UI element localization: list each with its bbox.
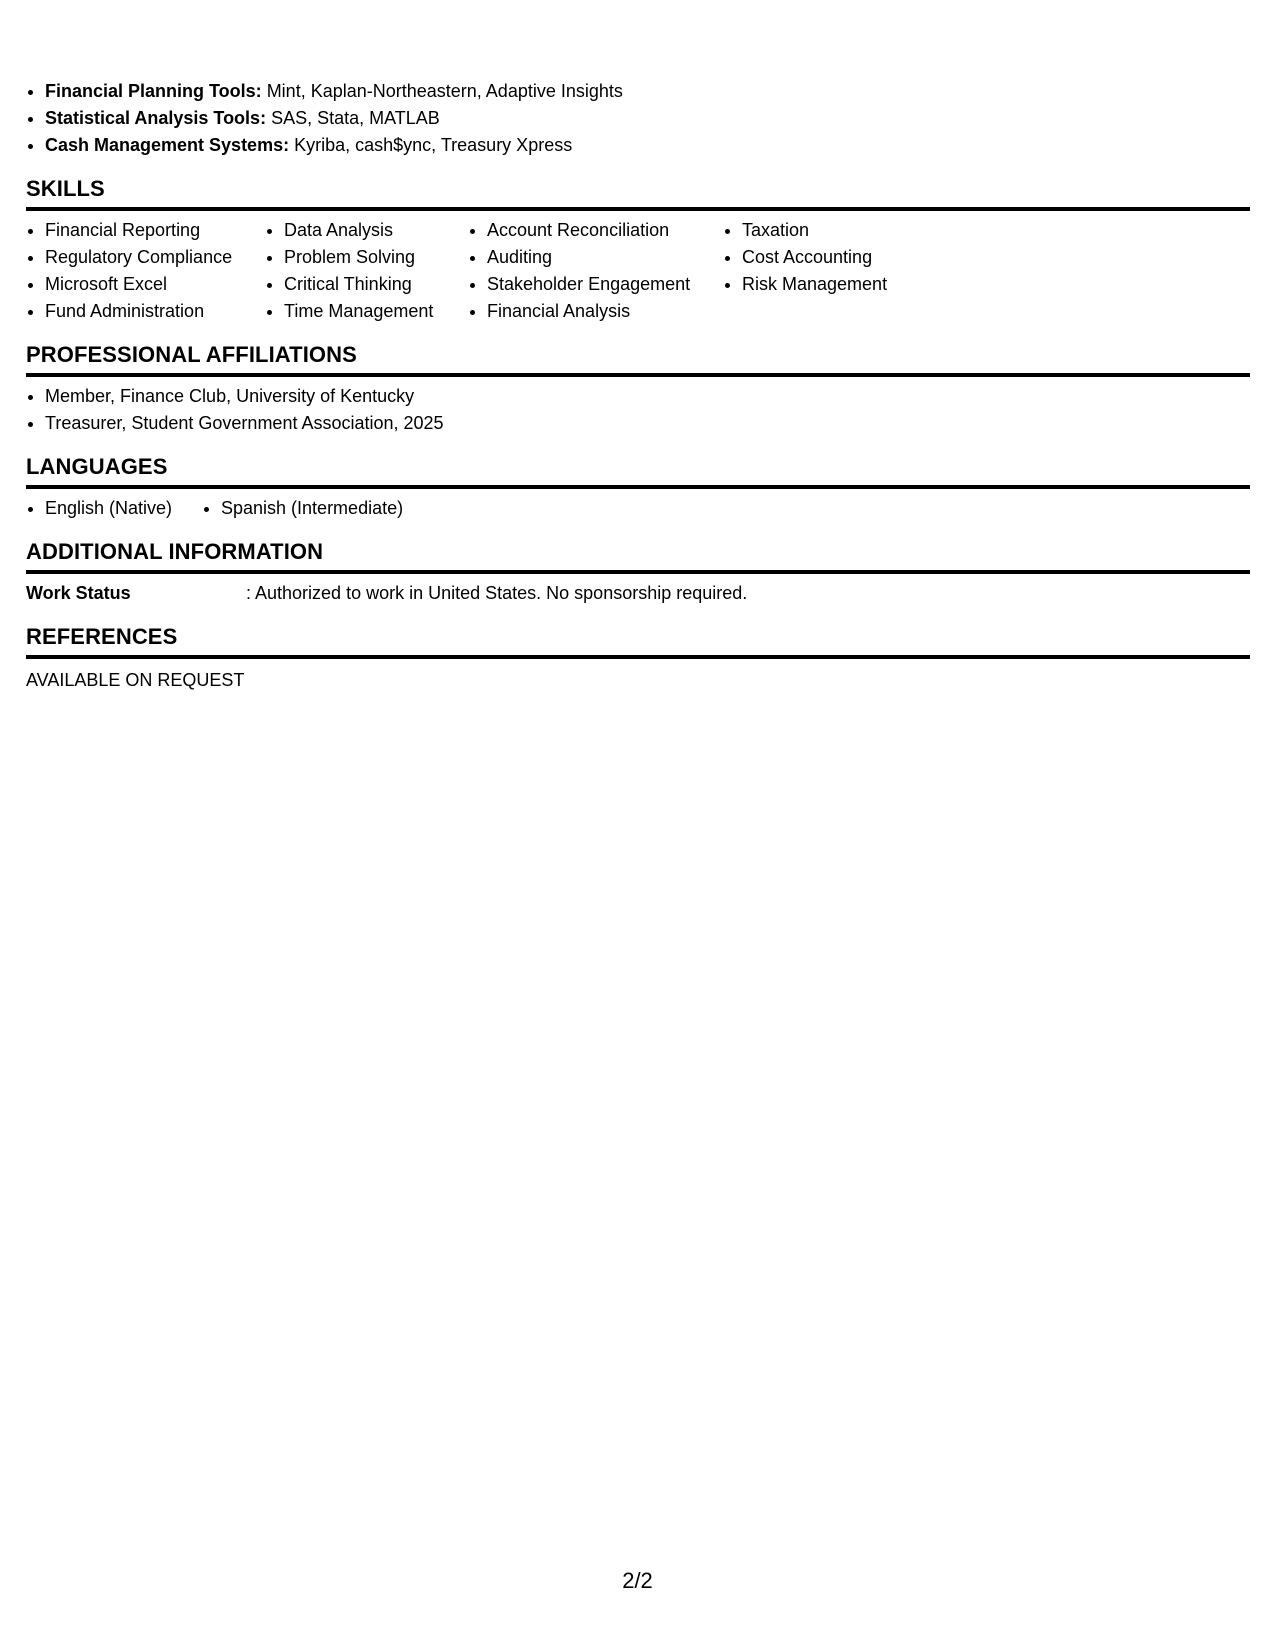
tool-category-label: Statistical Analysis Tools: (45, 108, 267, 128)
skill-item: • Taxation (742, 217, 942, 244)
skill-item: • Financial Reporting (45, 217, 265, 244)
additional-info-section (26, 538, 1250, 607)
skills-section (26, 175, 1250, 325)
language-item: • Spanish (Intermediate) (221, 495, 403, 522)
affiliations-body (26, 383, 1250, 437)
language-item: • English (Native) (45, 495, 202, 522)
skill-item: • Regulatory Compliance (45, 244, 265, 271)
skill-item: • Financial Analysis (487, 298, 723, 325)
skills-grid (26, 217, 1250, 325)
tool-category-value: Kyriba, cash$ync, Treasury Xpress (289, 135, 573, 155)
skill-item: • Auditing (487, 244, 723, 271)
tool-category-value: SAS, Stata, MATLAB (266, 108, 440, 128)
work-status-label: Work Status (26, 583, 131, 603)
list-item (45, 105, 1250, 132)
skill-item: • Time Management (284, 298, 468, 325)
languages-list (26, 495, 1250, 522)
tool-category-label: Financial Planning Tools: (45, 81, 262, 101)
list-item: • Member, Finance Club, University of Kentucky (45, 383, 1250, 410)
tool-category-value: Mint, Kaplan-Northeastern, Adaptive Insights (261, 81, 623, 101)
language-column (202, 495, 403, 522)
tools-list (26, 78, 1250, 159)
references-section (26, 623, 1250, 694)
skill-item: • Microsoft Excel (45, 271, 265, 298)
skill-item: • Data Analysis (284, 217, 468, 244)
section-heading-skills: SKILLS (26, 175, 1250, 211)
affiliations-list (26, 383, 1250, 437)
section-heading-references: REFERENCES (26, 623, 1250, 659)
list-item (45, 78, 1250, 105)
skills-column (26, 217, 265, 325)
skills-column (468, 217, 723, 325)
affiliations-section (26, 341, 1250, 437)
skill-item: • Risk Management (742, 271, 942, 298)
resume-content (26, 78, 1250, 694)
list-item (45, 132, 1250, 159)
language-column (26, 495, 202, 522)
skills-column (723, 217, 942, 325)
section-heading-affiliations: PROFESSIONAL AFFILIATIONS (26, 341, 1250, 377)
skill-item: • Fund Administration (45, 298, 265, 325)
work-status-value: : Authorized to work in United States. No sponsorship required. (246, 583, 748, 603)
skill-item: • Critical Thinking (284, 271, 468, 298)
page-number: 2/2 (622, 1568, 653, 1593)
section-heading-languages: LANGUAGES (26, 453, 1250, 489)
tool-category-label: Cash Management Systems: (45, 135, 290, 155)
skill-item: • Stakeholder Engagement (487, 271, 723, 298)
references-text: AVAILABLE ON REQUEST (26, 670, 245, 690)
skills-column (265, 217, 468, 325)
skill-item: • Problem Solving (284, 244, 468, 271)
languages-section (26, 453, 1250, 522)
list-item: • Treasurer, Student Government Association, 2025 (45, 410, 1250, 437)
skill-item: • Account Reconciliation (487, 217, 723, 244)
section-heading-additional-info: ADDITIONAL INFORMATION (26, 538, 1250, 574)
skill-item: • Cost Accounting (742, 244, 942, 271)
work-status-row (26, 580, 1250, 607)
